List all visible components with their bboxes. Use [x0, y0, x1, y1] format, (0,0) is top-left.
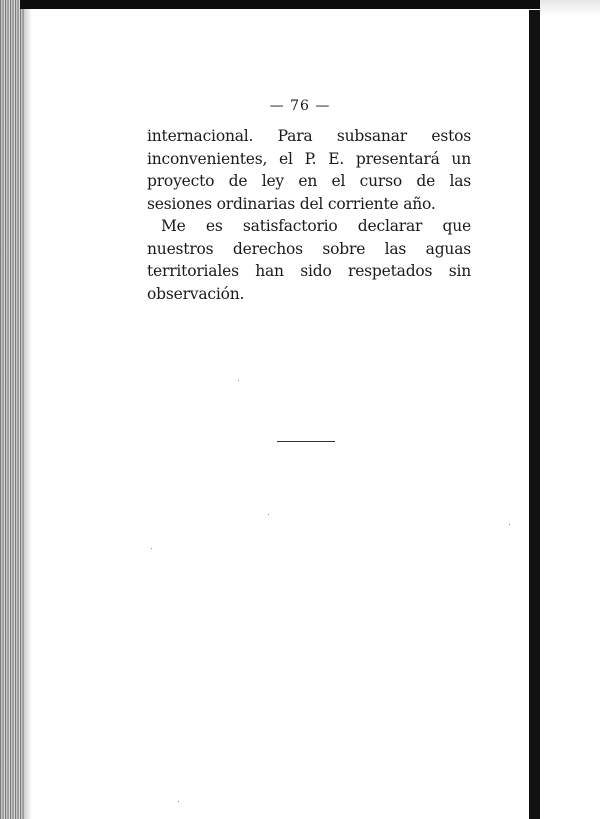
scan-border-top: [20, 0, 540, 9]
paragraph-1: internacional. Para subsanar estos inconvenientes, el P. E. presentará un proyecto de ley en el curso de las sesiones ordinarias del corriente año.: [147, 127, 471, 213]
scan-speck: [178, 801, 179, 802]
scan-edge-left: [0, 0, 24, 819]
scan-speck: [151, 548, 152, 549]
scan-edge-shadow: [24, 0, 32, 819]
section-end-rule: [277, 441, 335, 442]
page-number: — 76 —: [269, 98, 331, 114]
scan-speck: [509, 524, 510, 525]
scan-border-right: [529, 10, 540, 819]
paragraph-2: Me es satisfactorio declarar que nuestros derechos sobre las aguas territoriales han sido respetados sin observación.: [147, 217, 471, 303]
scan-border-top-right: [540, 0, 600, 16]
page-body: [147, 125, 471, 305]
scan-speck: [238, 380, 239, 381]
scan-speck: [268, 514, 269, 515]
